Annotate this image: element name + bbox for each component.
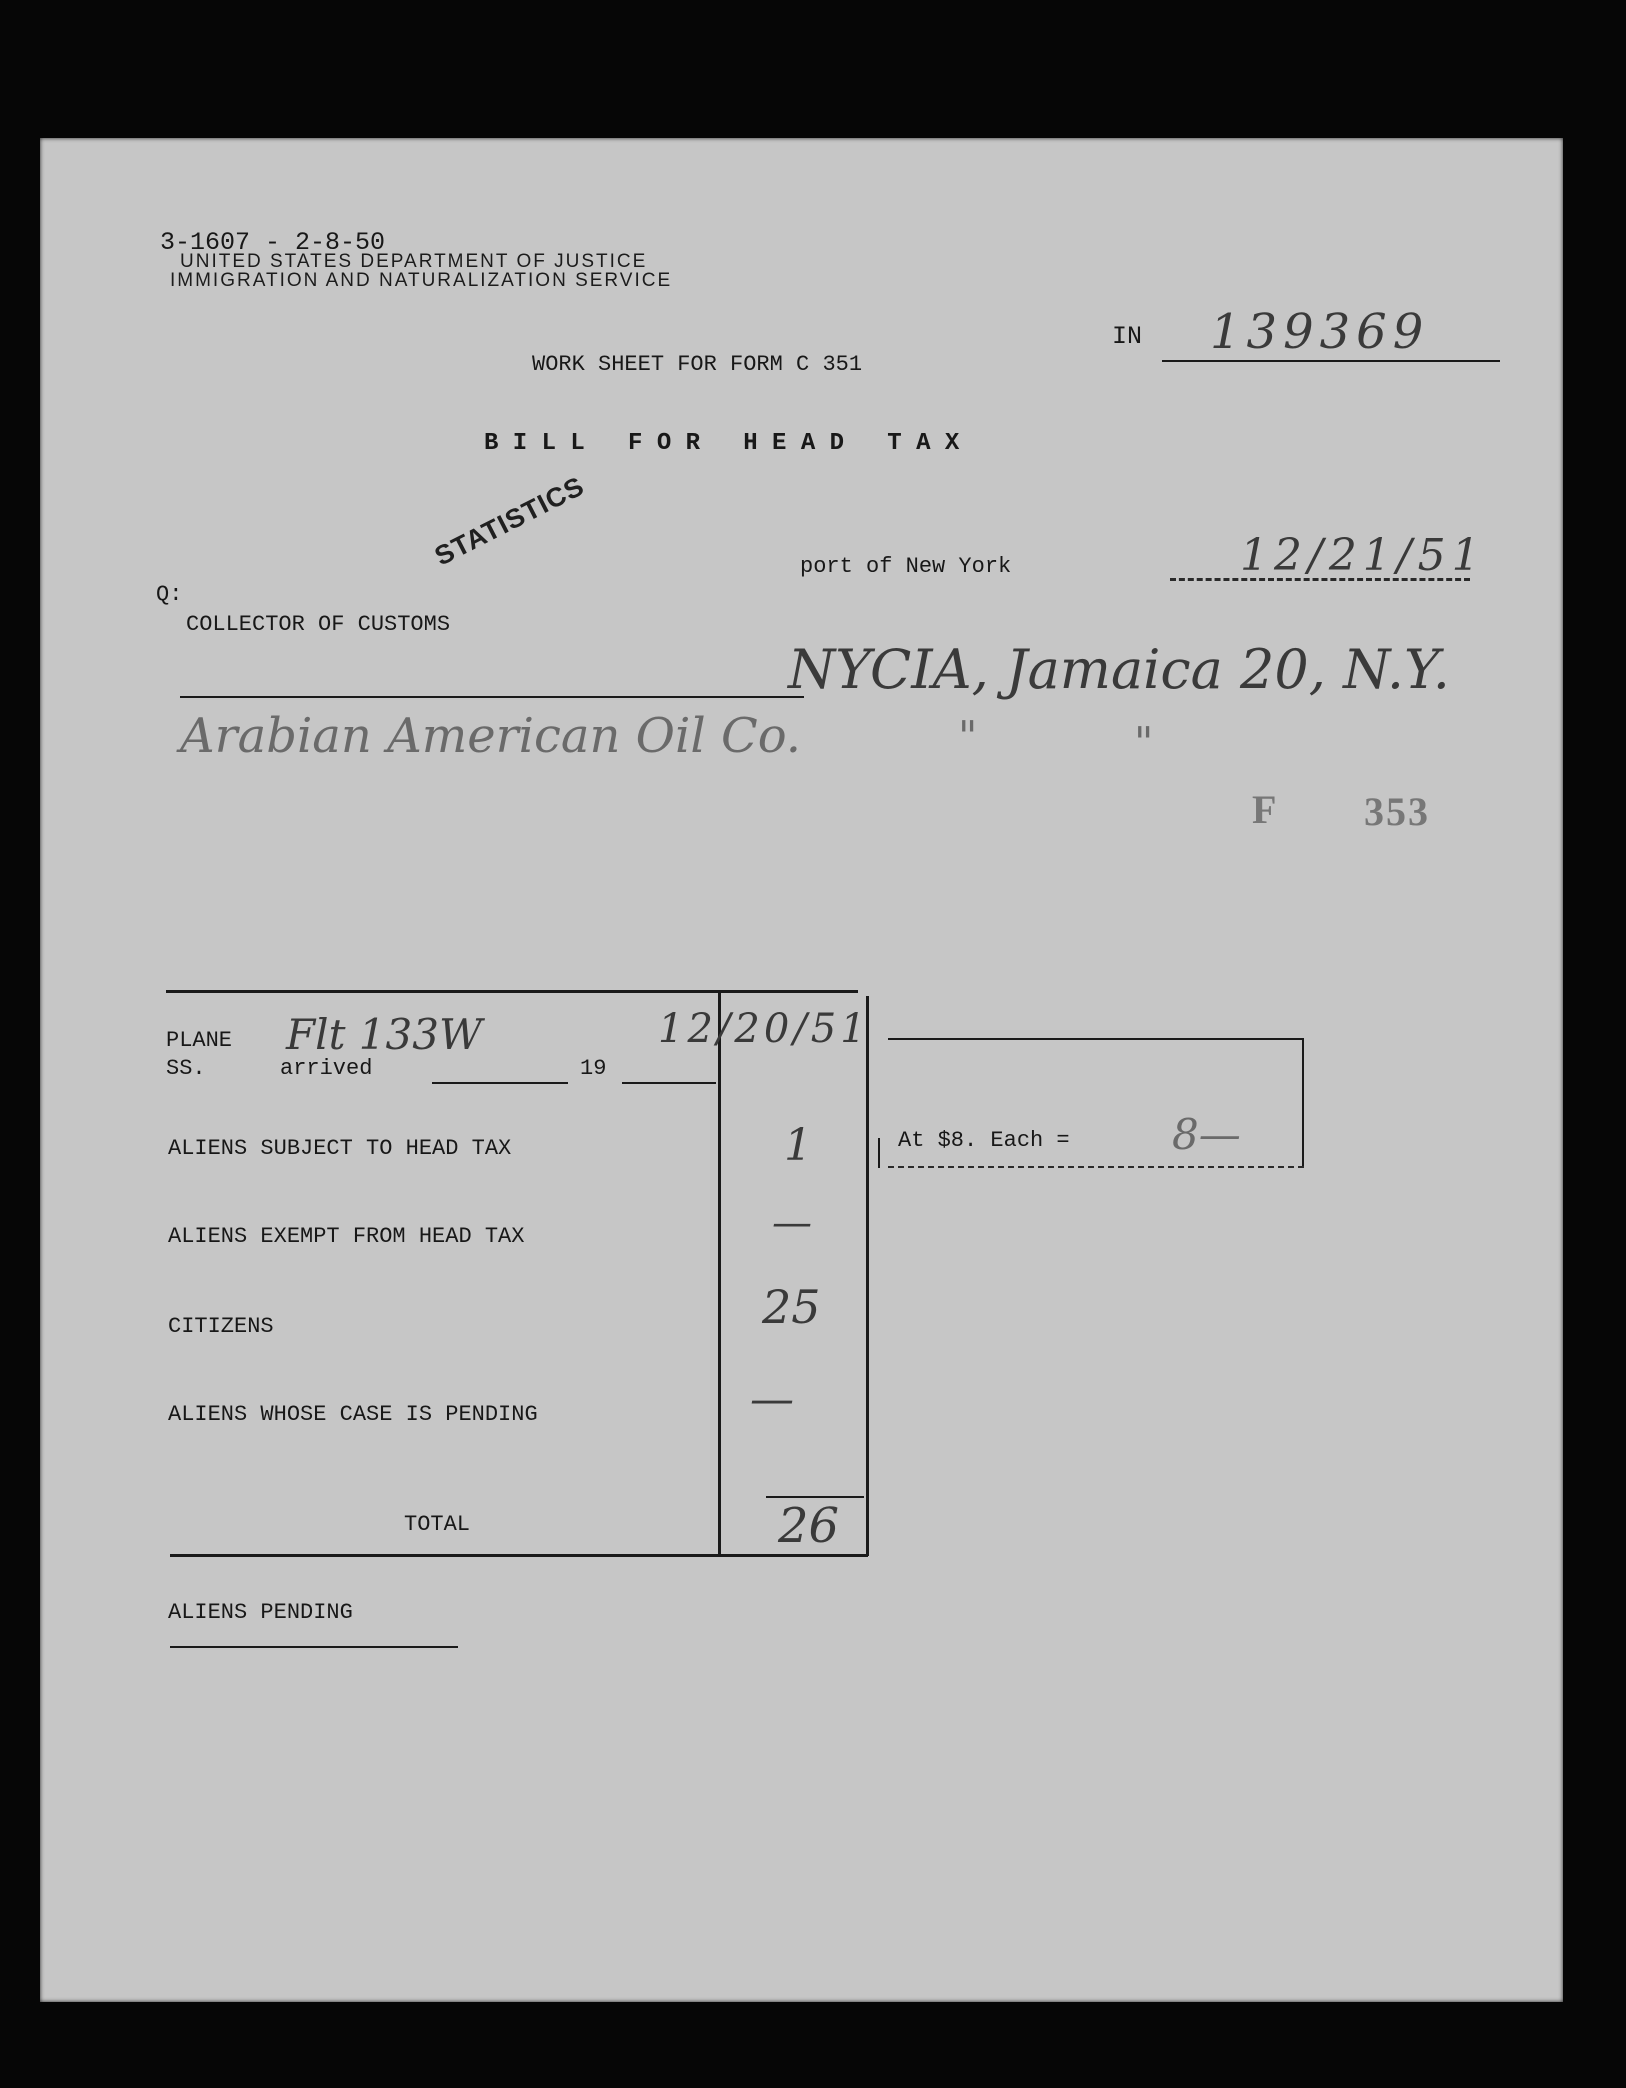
total-label: TOTAL xyxy=(404,1512,471,1537)
row-value-pending-case: — xyxy=(750,1374,794,1425)
port-label: port of New York xyxy=(800,554,1012,579)
rate-label: At $8. Each = xyxy=(898,1128,1070,1153)
row-value-citizens: 25 xyxy=(762,1280,821,1334)
form-title: WORK SHEET FOR FORM C 351 xyxy=(532,352,863,377)
in-number: 139369 xyxy=(1210,304,1430,360)
ditto-mark: " xyxy=(1134,718,1154,767)
rate-box-top xyxy=(888,1038,1304,1040)
document-page xyxy=(40,138,1563,2002)
rate-box-left xyxy=(878,1138,880,1168)
row-label-pending-case: ALIENS WHOSE CASE IS PENDING xyxy=(168,1402,538,1427)
bill-date: 12/21/51 xyxy=(1240,530,1486,581)
collector-label: COLLECTOR OF CUSTOMS xyxy=(186,612,451,637)
total-value: 26 xyxy=(778,1498,840,1554)
rate-box-bottom xyxy=(888,1166,1304,1168)
ss-label: SS. xyxy=(166,1056,206,1081)
file-number: 353 xyxy=(1364,789,1430,834)
arrival-date: 12/20/51 xyxy=(658,1006,870,1052)
payer-name: Arabian American Oil Co. xyxy=(180,708,801,764)
row-label-exempt: ALIENS EXEMPT FROM HEAD TAX xyxy=(168,1224,525,1249)
rate-box-right xyxy=(1302,1038,1304,1168)
table-right-rule xyxy=(866,996,869,1556)
form-subtitle: B I L L F O R H E A D T A X xyxy=(484,430,960,457)
in-label: IN xyxy=(1112,322,1143,351)
service-line: IMMIGRATION AND NATURALIZATION SERVICE xyxy=(170,270,673,291)
table-bottom-rule xyxy=(170,1554,868,1557)
arrival-underline xyxy=(432,1082,568,1084)
to-label: Q: xyxy=(156,582,183,607)
row-value-exempt: — xyxy=(772,1200,812,1246)
row-label-subject: ALIENS SUBJECT TO HEAD TAX xyxy=(168,1136,512,1161)
arrived-label: arrived xyxy=(280,1056,373,1081)
row-label-citizens: CITIZENS xyxy=(168,1314,274,1339)
year-underline xyxy=(622,1082,716,1084)
flight-number: Flt 133W xyxy=(286,1010,483,1059)
in-underline xyxy=(1162,360,1500,362)
file-prefix: F xyxy=(1252,787,1279,832)
table-column-rule xyxy=(718,990,721,1556)
plane-label: PLANE xyxy=(166,1028,233,1053)
date-underline xyxy=(1170,578,1470,581)
statistics-stamp: STATISTICS xyxy=(429,470,590,572)
form-code: 3-1607 - 2-8-50 xyxy=(160,228,386,257)
rate-amount: 8— xyxy=(1172,1110,1241,1159)
department-line: UNITED STATES DEPARTMENT OF JUSTICE xyxy=(180,251,648,272)
aliens-pending-label: ALIENS PENDING xyxy=(168,1600,353,1625)
aliens-pending-underline xyxy=(170,1646,458,1648)
collector-underline xyxy=(180,696,804,698)
row-value-subject: 1 xyxy=(784,1120,812,1171)
collector-address: NYCIA, Jamaica 20, N.Y. xyxy=(788,638,1450,701)
ditto-mark: " xyxy=(958,712,978,761)
year-label: 19 xyxy=(580,1056,607,1081)
table-top-rule xyxy=(166,990,858,993)
